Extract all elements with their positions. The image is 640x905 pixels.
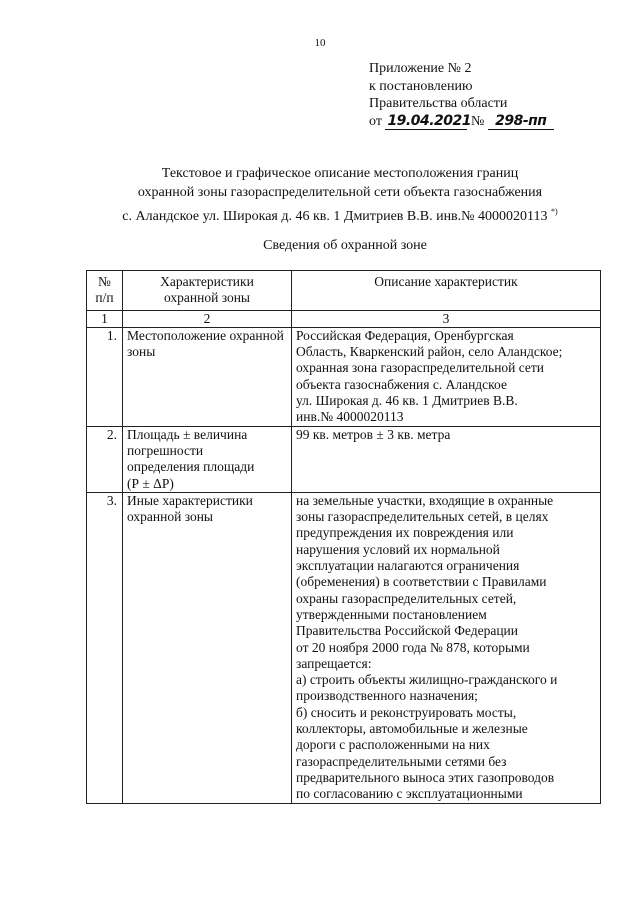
- desc-line: охранная зона газораспределительной сети: [296, 360, 545, 376]
- desc-line: предварительного выноса этих газопроводов: [296, 769, 555, 785]
- row-number: 3.: [87, 492, 123, 803]
- title-line-2: охранной зоны газораспределительной сети объекта газоснабжения: [137, 185, 543, 200]
- header-num-line-1: №: [98, 274, 111, 289]
- section-title: Сведения об охранной зоне: [263, 238, 427, 253]
- col-number-2: 2: [123, 310, 292, 327]
- desc-line: запрещается:: [296, 655, 372, 671]
- protection-zone-table: [86, 270, 601, 804]
- appendix-date-line: [369, 113, 554, 131]
- col-number-3: 3: [292, 310, 601, 327]
- desc-line: на земельные участки, входящие в охранные: [296, 492, 554, 508]
- table-row: [87, 426, 601, 492]
- name-line: Площадь ± величина: [127, 426, 248, 442]
- row-description: 99 кв. метров ± 3 кв. метра: [292, 426, 601, 492]
- col-number-1: 1: [87, 310, 123, 327]
- title-line-3-text: с. Аландское ул. Широкая д. 46 кв. 1 Дмитриев В.В. инв.№ 4000020113: [122, 209, 548, 224]
- title-line-1: Текстовое и графическое описание местоположения границ: [161, 166, 519, 181]
- table-row: [87, 492, 601, 803]
- desc-line: нарушения условий их нормальной: [296, 541, 500, 557]
- desc-line: дороги с расположенными на них: [296, 737, 490, 753]
- row-characteristic: [123, 426, 292, 492]
- name-line: погрешности: [127, 442, 204, 458]
- desc-line: а) строить объекты жилищно-гражданского и: [296, 672, 558, 688]
- from-label: от: [369, 113, 382, 129]
- header-char-line-1: Характеристики: [160, 274, 254, 289]
- desc-line: инв.№ 4000020113: [296, 409, 404, 425]
- row-characteristic: Иные характеристики охранной зоны: [123, 492, 292, 803]
- desc-line: эксплуатации налагаются ограничения: [296, 558, 520, 574]
- desc-line: коллекторы, автомобильные и железные: [296, 721, 528, 737]
- desc-line: Правительства Российской Федерации: [296, 623, 518, 639]
- table-header-row: [87, 271, 601, 311]
- desc-line: предупреждения их повреждения или: [296, 525, 514, 541]
- header-num: [87, 271, 123, 311]
- row-characteristic: Местоположение охранной зоны: [123, 327, 292, 426]
- appendix-header: [369, 60, 554, 130]
- desc-line: газораспределительными сетями без: [296, 753, 507, 769]
- desc-line: ул. Широкая д. 46 кв. 1 Дмитриев В.В.: [296, 393, 518, 409]
- header-char-line-2: охранной зоны: [163, 290, 250, 306]
- header-characteristics: [123, 271, 292, 311]
- title-line-3: [0, 202, 640, 226]
- handwritten-number: 298-пп: [488, 113, 554, 130]
- row-description: [292, 492, 601, 803]
- desc-line: охраны газораспределительных сетей,: [296, 590, 517, 606]
- row-number: 2.: [87, 426, 123, 492]
- desc-line: зоны газораспределительных сетей, в целях: [296, 509, 549, 525]
- header-description: Описание характеристик: [292, 271, 601, 311]
- desc-line: по согласованию с эксплуатационными: [296, 786, 523, 802]
- header-num-line-2: п/п: [95, 290, 114, 306]
- desc-line: (обременения) в соответствии с Правилами: [296, 574, 547, 590]
- appendix-line-1: Приложение № 2: [369, 61, 472, 76]
- column-number-row: [87, 310, 601, 327]
- appendix-line-3: Правительства области: [369, 96, 508, 111]
- desc-line: Российская Федерация, Оренбургская: [296, 327, 514, 343]
- desc-line: от 20 ноября 2000 года № 878, которыми: [296, 639, 530, 655]
- desc-line: б) сносить и реконструировать мосты,: [296, 704, 517, 720]
- name-line: (Р ± ΔР): [127, 475, 174, 491]
- row-number: 1.: [87, 327, 123, 426]
- desc-line: объекта газоснабжения с. Аландское: [296, 376, 507, 392]
- document-title: [0, 164, 640, 226]
- table-row: [87, 327, 601, 426]
- page-number: 10: [314, 37, 326, 49]
- number-label: №: [470, 113, 485, 129]
- handwritten-date: 19.04.2021: [387, 112, 472, 129]
- desc-line: производственного назначения;: [296, 688, 478, 704]
- row-description: [292, 327, 601, 426]
- desc-line: Область, Кваркенский район, село Аландское;: [296, 344, 563, 360]
- appendix-line-2: к постановлению: [369, 78, 473, 94]
- footnote-mark: *): [551, 207, 558, 216]
- desc-line: утвержденными постановлением: [296, 606, 487, 622]
- name-line: определения площади: [127, 459, 255, 475]
